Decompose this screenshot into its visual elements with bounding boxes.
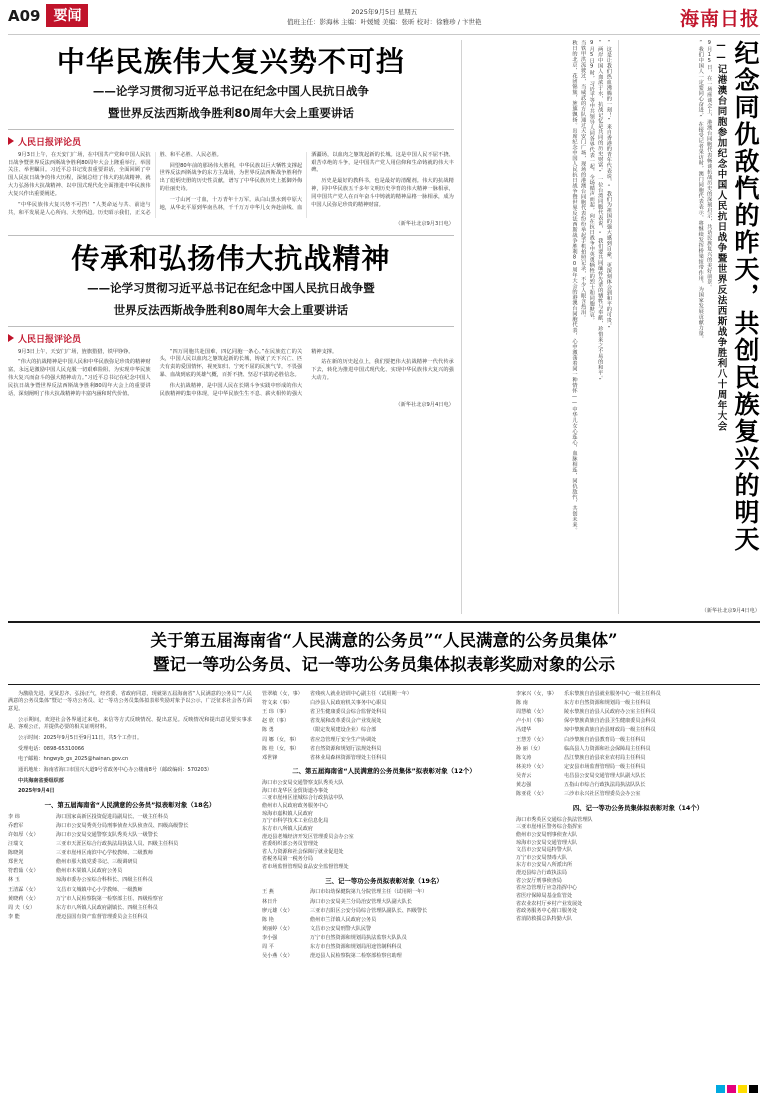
paragraph: 9月15日，在一场座谈会上，港澳台同胞代表畅谈抗战历史的深刻启示，共话民族复兴的美好前景。 <box>706 40 713 290</box>
notice-title-line1: 关于第五届海南省“人民满意的公务员”“人民满意的公务员集体” <box>150 631 618 650</box>
article3-body <box>467 40 613 605</box>
person-name: 林日升 <box>262 898 278 905</box>
list-item: 海口市秀英区交通综合执法管理队 <box>516 816 593 823</box>
paragraph: 为激励先进、见贤思齐、弘扬正气，经省委、省政府同意，现就第五届海南省“人民满意的公务员”“人民满意的公务员集体”暨记一等功公务员、记一等功公务员集体拟表彰奖励对象予以公示，广泛征求社会各方面意见。 <box>8 690 252 713</box>
person-title: 定安县市场监督管理局一级主任科员 <box>564 763 646 770</box>
list-item <box>262 727 506 735</box>
person-name: 符文来（事） <box>262 699 293 706</box>
person-name: 李 能 <box>8 914 20 921</box>
list-item <box>516 737 760 745</box>
list-item <box>8 850 252 858</box>
person-title: 儋州市木棠镇人民政府公务员 <box>56 868 123 875</box>
list-item <box>8 877 252 885</box>
person-name: 王慧芳（女） <box>516 736 547 743</box>
article2-header <box>8 241 454 320</box>
person-title: 省残疾人就业培训中心副主任（试用期一年） <box>310 690 412 697</box>
paragraph: 通讯地址：海南省海口市国兴大道9号省政务中心办公楼南8号（邮政编码：570203） <box>18 766 213 773</box>
list-item <box>8 868 252 876</box>
list-item <box>8 841 252 849</box>
person-title: 白沙黎族自治县教育局一级主任科员 <box>564 736 646 743</box>
person-title: 海口市公安局交通警察支队秀英大队一级警长 <box>56 831 158 838</box>
color-bar-magenta <box>727 1085 736 1093</box>
person-name: 周慧敏（女） <box>516 709 547 716</box>
article1-headline: 中华民族伟大复兴势不可挡 <box>56 45 405 78</box>
paragraph: “四万同胞共赴国难，四亿同胞一条心。”在民族危亡的关头，中国人民以血肉之躯筑起新的长城，铸就了天下兴亡、匹夫有责的爱国情怀，视死如归、宁死不屈的民族气节，不畏强暴、血战到底的英雄气概，百折不挠、坚忍不拔的必胜信念。 <box>159 348 303 379</box>
person-title: 陵水黎族自治县人民政府办公室主任科员 <box>564 709 656 716</box>
person-title: 屯昌县公安局交通管理大队副大队长 <box>564 773 646 780</box>
paragraph: 9月5日9时，习近平等中共领导人同各界代表一起，全场循声而起，向在抗日战争中英勇牺牲的烈士和同胞默哀。 <box>588 40 595 323</box>
notice-body <box>8 691 760 963</box>
list-item: 琼海市公安局交通管理大队 <box>516 839 578 846</box>
triangle-bullet-icon <box>8 334 14 342</box>
article3-header <box>626 40 760 605</box>
person-name: 乔碧军 <box>8 822 24 829</box>
list-item: 东方市八所镇人民政府 <box>262 825 313 832</box>
person-title: 儋州市那大镇党委书记、三级调研员 <box>56 859 138 866</box>
notice-issuer: 中共海南省委组织部 <box>18 777 64 784</box>
main-body <box>8 40 760 614</box>
list-item <box>516 791 760 799</box>
person-title: 万宁市人民检察院第一检察部主任、四级检察官 <box>56 895 163 902</box>
paragraph: 一寸山河一寸血，十万青年十万军。从白山黑水到中原大地，从华北平原到华南丛林，千千万万中华儿女奔赴前线、血洒疆场，以血肉之躯筑起新的长城。这是中国人民不屈不挠、艰苦卓绝的斗争，是中国共产党人用信仰和生命铸就的伟大丰碑。 <box>159 151 454 212</box>
list-item: 儋州市人民政府政务服务中心 <box>262 803 329 809</box>
notice-section-4-list <box>516 817 760 924</box>
person-title: 文昌市文城镇中心小学教师、一级教师 <box>56 886 143 893</box>
person-name: 孙 丽（女） <box>516 745 544 752</box>
paragraph: 公示期间，欢迎社会各界通过来电、来信等方式反映情况、提出意见。反映情况和提出意见要实事求是、客观公正，并提供必要的相关证明材料。 <box>8 716 252 731</box>
list-item <box>262 709 506 717</box>
list-item: 海口市公安局交通警察支队秀英大队 <box>262 780 344 787</box>
paragraph: 公示时间：2025年9月5日至9月11日，共5个工作日。 <box>18 735 143 742</box>
list-item <box>516 709 760 717</box>
person-title: 白沙县人民政府机关事务中心职员 <box>310 699 387 706</box>
person-name: 许如厚（女） <box>8 831 39 838</box>
notice-date: 2025年9月4日 <box>18 788 55 795</box>
list-item <box>262 899 506 907</box>
list-item <box>516 700 760 708</box>
section-badge: 要闻 <box>46 4 88 27</box>
divider <box>8 235 454 236</box>
person-title: 三沙市永兴社区管理委员会办公室 <box>564 791 641 798</box>
notice-extra-list <box>262 691 506 763</box>
issue-date: 2025年9月5日 星期五 <box>351 8 418 16</box>
paragraph: 回望80年前的那场伟大胜利，中华民族以巨大牺牲支撑起世界反法西斯战争的东方主战场，为世界反法西斯战争胜利作出了彪炳史册的历史性贡献，谱写了中华民族历史上抵御外侮的壮丽史诗。 <box>159 162 303 193</box>
person-title: 文昌市公安局刑警大队民警 <box>310 925 372 932</box>
person-name: 邓世锋 <box>262 754 278 761</box>
person-title: 昌江黎族自治县农业农村局主任科员 <box>564 754 646 761</box>
color-registration-bars <box>716 1085 758 1093</box>
list-item <box>8 914 252 922</box>
page-number: A09 <box>8 6 41 25</box>
list-item <box>262 935 506 943</box>
notice-section-2-list <box>262 780 506 872</box>
person-title: 万宁市自然资源和规划局执法监察大队队员 <box>310 935 407 942</box>
notice-section-4-head: 四、记一等功公务员集体拟表彰对象（14个） <box>572 804 704 813</box>
paragraph: 秋日的北京，花团锦簇，旌旗飘扬。出席纪念中国人民抗日战争暨世界反法西斯战争胜利80周年大会的港澳台同胞代表，心中激荡着同一种情怀——中华儿女心连心，血脉相连，同仇敌忾，共创未来。 <box>571 40 578 533</box>
person-name: 李 纬 <box>8 813 20 820</box>
person-name: 郑世光 <box>8 859 24 866</box>
list-item: 省市场监督管理局食品安全监督管理处 <box>262 864 349 871</box>
person-name: 管翠敏（女，事） <box>262 690 303 697</box>
article3-source: （新华社北京9月4日电） <box>701 608 760 614</box>
notice-column-2 <box>262 691 506 963</box>
list-item <box>262 953 506 961</box>
masthead-left <box>8 4 88 27</box>
list-item: 东方市公安局八所派出所 <box>516 862 573 869</box>
list-item <box>8 832 252 840</box>
person-name: 李小强 <box>262 935 278 942</box>
right-column <box>626 40 760 614</box>
article1-source: （新华社北京9月3日电） <box>395 220 454 227</box>
person-title: 三亚市天涯区综合行政执法局执法人员、四级主任科员 <box>56 840 179 847</box>
person-name: 陈 南 <box>516 699 528 706</box>
person-title: 三亚市吉阳区公安分局综合管理队副队长、四级警长 <box>310 907 428 914</box>
person-title: 东方市自然资源和规划局用途管制科科员 <box>310 944 402 951</box>
list-item: 万宁市公安局禁毒大队 <box>516 854 567 861</box>
color-bar-black <box>749 1085 758 1093</box>
list-item <box>262 718 506 726</box>
list-item: 儋州市公安局刑事侦查大队 <box>516 831 578 838</box>
notice-column-1 <box>8 691 252 963</box>
article2-byline-label: 人民日报评论员 <box>18 334 82 345</box>
staff-credits: 值班主任：影海林 主编：叶媛媛 美编：张昕 校对：徐雅珍 / 卞世艳 <box>286 18 482 27</box>
list-item <box>262 889 506 897</box>
list-item <box>516 727 760 735</box>
person-title: 省发展和改革委员会产业发展处 <box>310 718 382 725</box>
paragraph: 电子邮箱：hngwyb_gs_2025@hainan.gov.cn <box>18 756 129 763</box>
person-name: 黄晓莉（女） <box>8 895 39 902</box>
person-title: 琼中黎族苗族自治县财政局一级主任科员 <box>564 727 656 734</box>
person-title: 省林业局森林资源管理处主任科员 <box>310 754 387 761</box>
list-item <box>262 926 506 934</box>
triangle-bullet-icon <box>8 137 14 145</box>
person-name: 冯建华 <box>516 727 532 734</box>
notice-section-2-head: 二、第五届海南省“人民满意的公务员集体”拟表彰对象（12个） <box>292 767 476 776</box>
paragraph: “这是让我们热血沸腾的一刻！”来自香港的青年代表说，“我们为祖国的强大感到自豪，更深刻体会到和平的可贵。” <box>605 40 612 333</box>
paragraph: 伟大抗战精神，是中国人民在长期斗争实践中形成的伟大民族精神的集中体现，是中华民族生生不息、薪火相传的强大精神支撑。 <box>159 348 338 398</box>
masthead-credits <box>88 4 680 28</box>
person-title: 三亚市崖州区南滨中心学校教师、二级教师 <box>56 850 153 857</box>
person-title: 临高县人力资源和社会保障局主任科员 <box>564 745 651 752</box>
list-item <box>8 814 252 822</box>
list-item <box>262 755 506 763</box>
article2-source: （新华社北京9月4日电） <box>395 401 454 408</box>
person-name: 陈亚花（女） <box>516 791 547 798</box>
list-item <box>516 755 760 763</box>
list-item <box>8 896 252 904</box>
list-item <box>516 718 760 726</box>
list-item: 三亚市崖州区警务综合指挥室 <box>516 824 583 831</box>
article2-body <box>8 349 454 399</box>
person-name: 黄志强 <box>516 782 532 789</box>
person-title: 海口市公安局秀英分局刑事侦查大队侦查员、四级高级警长 <box>56 822 189 829</box>
person-name: 陈 桂（女，事） <box>262 745 300 752</box>
person-title: 省自然资源和规划厅法规处科员 <box>310 745 382 752</box>
paragraph: 历史是最好的教科书，也是最好的清醒剂。伟大的抗战精神，同中华民族五千多年文明历史孕育的伟大精神一脉相承，同中国共产党人在百年奋斗中铸就的精神品格一脉相承，成为中国人民弥足珍贵的精神财富。 <box>311 178 454 209</box>
list-item <box>516 746 760 754</box>
article2-subhead-2: 世界反法西斯战争胜利80周年大会上重要讲话 <box>113 302 349 317</box>
list-item: 省消防救援总队特勤大队 <box>516 915 573 922</box>
newspaper-logo: 海南日报 <box>679 8 760 30</box>
article1-body <box>8 152 454 218</box>
paragraph: “我们中国人一定要同心奋进。”在接受记者采访时，澳门同胞代表表示，将继续发挥桥梁纽带作用，为国家发展贡献力量。 <box>697 40 704 342</box>
left-column <box>8 40 454 614</box>
person-title: 琼海市委办公室综合科科长、四级主任科员 <box>56 877 153 884</box>
list-item: 省税务局第一税务分局 <box>262 856 313 863</box>
list-item <box>262 737 506 745</box>
person-name: 卢小川（事） <box>516 718 547 725</box>
list-item: 省人力资源和社会保障厅就业促进处 <box>262 848 344 855</box>
person-title: 省卫生健康委员会综合监督处科员 <box>310 709 387 716</box>
article2-subhead-1: ——论学习贯彻习近平总书记在纪念中国人民抗日战争暨 <box>87 280 375 295</box>
list-item <box>8 887 252 895</box>
article1-byline-label: 人民日报评论员 <box>18 137 82 148</box>
article1-subhead-2: 暨世界反法西斯战争胜利80周年大会上重要讲话 <box>107 105 354 120</box>
list-item <box>262 917 506 925</box>
person-name: 林美玲（女） <box>516 763 547 770</box>
person-name: 林 玉 <box>8 877 20 884</box>
color-bar-cyan <box>716 1085 725 1093</box>
color-bar-yellow <box>738 1085 747 1093</box>
paragraph: 9月3日上午，天安门广场，旌旗猎猎，铁甲铮铮。 <box>18 348 134 355</box>
list-item: 省公安厅刑事侦查局 <box>516 877 562 884</box>
list-item <box>516 773 760 781</box>
list-item <box>516 691 760 699</box>
paragraph: 受理电话：0898-65310066 <box>18 745 85 752</box>
person-title: 保亭黎族苗族自治县卫生健康委员会科员 <box>564 718 656 725</box>
person-title: 澄迈县人民检察院第二检察部检察官助理 <box>310 953 402 960</box>
divider <box>8 326 454 327</box>
person-name: 黄丽婷（女） <box>262 925 293 932</box>
person-title: 省应急管理厅安全生产协调处 <box>310 736 377 743</box>
person-name: 李家兴（女，事） <box>516 690 557 697</box>
list-item <box>262 746 506 754</box>
list-item: 文昌市公安局巡特警大队 <box>516 847 573 854</box>
person-name: 符碧茹（女） <box>8 868 39 875</box>
person-title: 海口市妇幼保健院第九分院管理主任（试用期一年） <box>310 889 428 896</box>
list-item: 海口市龙华区金贸街道办事处 <box>262 787 329 794</box>
person-name: 王清霖（女） <box>8 886 39 893</box>
list-item: 琼海市嘉积镇人民政府 <box>262 810 313 817</box>
paragraph: “中华民族伟大复兴势不可挡！”人类命运与共、前途与共，和平发展是人心所向、大势所趋。历史昭示我们，正义必胜、和平必胜、人民必胜。 <box>8 151 222 216</box>
person-name: 汪瑞文 <box>8 840 24 847</box>
notice-section-3-head: 三、记一等功公务员拟表彰对象（19名） <box>325 876 443 885</box>
list-item <box>8 823 252 831</box>
paragraph: 站在新的历史起点上，我们要把伟大抗战精神一代代传承下去，转化为推进中国式现代化、实现中华民族伟大复兴的强大动力。 <box>311 359 454 382</box>
list-item <box>262 944 506 952</box>
person-title: 澄迈县国有资产监督管理委员会主任科员 <box>56 914 148 921</box>
paragraph: “伟大的抗战精神是中国人民和中华民族弥足珍贵的精神财富，永远是激励中国人民克服一切艰难险阻、为实现中华民族伟大复兴而奋斗的强大精神动力。”习近平总书记在纪念中国人民抗日战争暨世界反法西斯战争胜利80周年大会上的重要讲话，深刻阐明了伟大抗战精神的丰富内涵和时代价值。 <box>8 359 151 398</box>
person-title: 海口国家高新区投资促进局副局长、一级主任科员 <box>56 813 169 820</box>
masthead-right <box>680 4 760 31</box>
person-name: 周 夫（女） <box>8 904 36 911</box>
notice-section-1-head: 一、第五届海南省“人民满意的公务员”拟表彰对象（18名） <box>44 800 216 809</box>
list-item: 万宁市科学技术工业信息化局 <box>262 818 329 825</box>
person-name: 陈 勇 <box>262 727 274 734</box>
person-title: 五指山市综合行政执法局执法队队长 <box>564 782 646 789</box>
article1-subhead-1: ——论学习贯彻习近平总书记在纪念中国人民抗日战争 <box>92 84 369 98</box>
paragraph: 当铁甲洪流驶过，当威武的方队通过天安门广场，现场的港澳台同胞代表纷纷举起手机拍照记录，不少人眼含热泪。 <box>580 40 587 321</box>
list-item <box>8 905 252 913</box>
list-item <box>262 700 506 708</box>
article3-subhead: ——记港澳台同胞参加纪念中国人民抗日战争暨世界反法西斯战争胜利八十周年大会 <box>715 40 727 432</box>
notice-right-extra-list <box>516 691 760 799</box>
article3-headline: 纪念同仇敌忾的昨天，共创民族复兴的明天 <box>731 40 760 553</box>
person-name: 周 平 <box>262 944 274 951</box>
paragraph: 9月3日上午，在天安门广场，在中国共产党和中国人民抗日战争暨世界反法西斯战争胜利80周年大会上隆重举行，举国关注、举世瞩目。习近平总书记发表重要讲话，全面回顾了中国人民抗日战争的伟大历程，深刻总结了伟大的抗战精神，就大力弘扬伟大抗战精神、以中国式现代化全面推进中华民族伟大复兴作出重要阐述。 <box>8 151 151 198</box>
person-name: 陈晓剑 <box>8 850 24 857</box>
person-name: 吴青云 <box>516 773 532 780</box>
person-name: 陈 艳 <box>262 916 274 923</box>
person-name: 廖元雄（女） <box>262 907 293 914</box>
person-title: 东方市自然资源和规划局一级主任科员 <box>564 699 651 706</box>
person-title: （限定发展建设企业）综合部 <box>310 727 377 734</box>
list-item: 省应急管理厅应急指挥中心 <box>516 885 578 892</box>
person-name: 陈文涛 <box>516 754 532 761</box>
paragraph: “两岸中国人血浓于水，抗战记忆是共同的历史财富。”一位台湾同胞代表说，“我们要共同缅怀先辈的牺牲与奉献，珍惜来之不易的和平。” <box>597 40 604 385</box>
public-notice <box>8 621 760 963</box>
masthead <box>8 4 760 35</box>
article1-byline <box>8 135 454 148</box>
list-item <box>262 691 506 699</box>
middle-column <box>461 40 619 614</box>
person-name: 周 娜（女，事） <box>262 736 300 743</box>
divider <box>8 129 454 130</box>
list-item: 澄迈县综合行政执法局 <box>516 870 567 877</box>
list-item <box>8 859 252 867</box>
person-title: 乐东黎族自治县就业服务中心一级主任科员 <box>564 690 661 697</box>
list-item: 三亚市崖州区崖城综合行政执法中队 <box>262 795 344 802</box>
notice-column-3 <box>516 691 760 963</box>
list-item: 省政务服务中心窗口服务处 <box>516 908 578 915</box>
person-title: 海口市公安局美兰分局治安管理大队副大队长 <box>310 898 412 905</box>
person-name: 王 玮（事） <box>262 709 290 716</box>
person-name: 王 燕 <box>262 889 274 896</box>
article2-headline: 传承和弘扬伟大抗战精神 <box>71 241 391 275</box>
notice-section-3-list <box>262 889 506 961</box>
list-item: 省委组织部公务员管理处 <box>262 841 319 848</box>
list-item <box>516 764 760 772</box>
person-name: 赵 欣（事） <box>262 718 290 725</box>
divider <box>8 684 760 685</box>
person-title: 东方市八所镇人民政府副镇长、四级主任科员 <box>56 904 158 911</box>
list-item: 省农业农村厅乡村产业发展处 <box>516 900 583 907</box>
article2-byline <box>8 332 454 345</box>
list-item: 省医疗保障局基金监管处 <box>516 893 573 900</box>
notice-title-line2: 暨记一等功公务员、记一等功公务员集体拟表彰奖励对象的公示 <box>153 654 615 674</box>
list-item: 澄迈县老城经济开发区管理委员会办公室 <box>262 833 354 840</box>
notice-section-1-list <box>8 814 252 922</box>
article1-header <box>8 44 454 123</box>
person-name: 吴小燕（女） <box>262 953 293 960</box>
person-title: 儋州市兰洋镇人民政府公务员 <box>310 916 377 923</box>
list-item <box>516 782 760 790</box>
list-item <box>262 908 506 916</box>
